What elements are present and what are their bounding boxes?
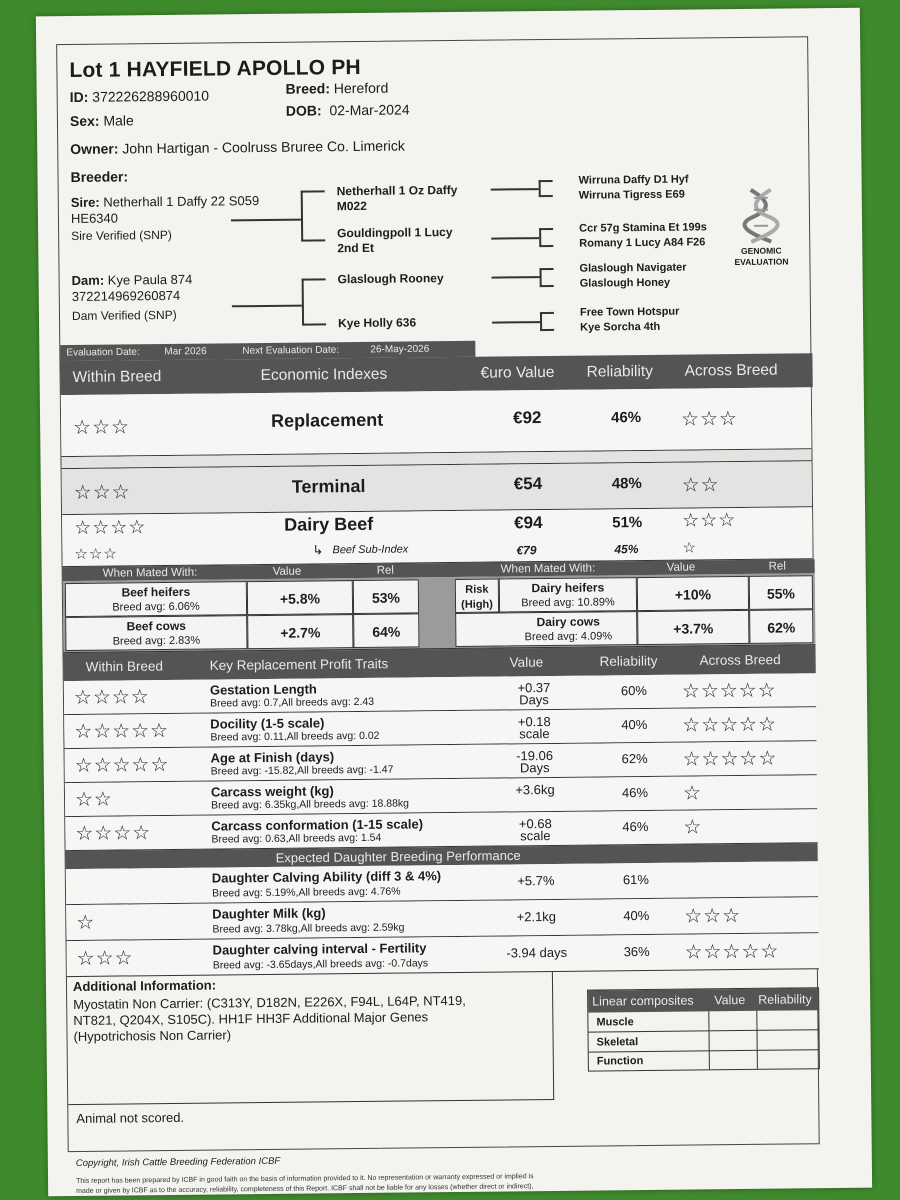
linear-composites-table (587, 987, 820, 1071)
animal-title: Lot 1 HAYFIELD APOLLO PH (69, 55, 361, 82)
traits-h-within: Within Breed (85, 658, 164, 675)
breed (286, 80, 389, 97)
terminal-rel: 48% (611, 475, 642, 493)
sd-bracket-bottom (539, 245, 553, 247)
trait-unit: scale (519, 726, 550, 742)
sire-connector (231, 219, 301, 221)
dam-name: Kye Paula 874 (107, 271, 193, 288)
trait-value: +0.68 (518, 815, 552, 832)
muscle-label: Muscle (596, 1016, 634, 1029)
trait-within-stars: ☆☆☆☆ (75, 820, 152, 845)
ss-bracket-top (539, 180, 553, 182)
owner-label: Owner: (70, 140, 119, 157)
linear-row-muscle (588, 1010, 818, 1032)
trait-name: Daughter Milk (kg) (212, 905, 326, 922)
dairy-heifers-value-cell (637, 576, 749, 611)
trait-avg: Breed avg: 3.78kg,All breeds avg: 2.59kg (212, 921, 405, 936)
dob-label: DOB: (285, 102, 322, 119)
econ-h-rel: Reliability (586, 362, 654, 381)
linear-row-skeletal (589, 1030, 819, 1052)
sire-sire-name: Netherhall 1 Oz Daffy (336, 182, 458, 199)
econ-h-index: Economic Indexes (260, 365, 388, 385)
sd-bracket (539, 228, 541, 246)
dairy-heifers-rel: 55% (766, 585, 796, 602)
dairy-beef-rel: 51% (612, 514, 643, 532)
sire-verified: Sire Verified (SNP) (71, 227, 172, 243)
trait-value: +0.37 (517, 679, 551, 696)
mated-h-left-rel: Rel (376, 564, 394, 577)
sire-bracket-top (301, 190, 325, 192)
trait-unit: Days (519, 760, 550, 776)
trait-reliability: 60% (620, 682, 648, 699)
terminal-value: €54 (513, 474, 543, 494)
sd-bracket-top (539, 228, 553, 230)
additional-text: Myostatin Non Carrier: (C313Y, D182N, E226X, F94L, L64P, NT419, NT821, Q204X, S105C). HH1F HH3F Additional Major Genes (Hypotrichosis Non Carrier) (73, 992, 466, 1045)
dairy-beef-name: Dairy Beef (284, 513, 374, 535)
beef-heifers-name: Beef heifers (121, 584, 191, 600)
trait-name: Gestation Length (209, 681, 317, 698)
traits-h-value: Value (509, 654, 544, 670)
copyright: Copyright, Irish Cattle Breeding Federation ICBF (75, 1155, 281, 1169)
trait-avg: Breed avg: 5.19%,All breeds avg: 4.76% (211, 885, 401, 900)
trait-name: Docility (1-5 scale) (210, 715, 325, 732)
trait-name: Daughter calving interval - Fertility (212, 940, 427, 958)
econ-h-value: €uro Value (480, 363, 555, 382)
ss-sire: Wirruna Daffy D1 Hyf (578, 173, 689, 187)
trait-value: +2.1kg (516, 908, 557, 925)
sire-name: Netherhall 1 Daffy 22 S059 (103, 193, 260, 210)
beef-cows-name: Beef cows (126, 618, 186, 634)
sire-dam-code: 2nd Et (337, 240, 375, 256)
dd-bracket (540, 312, 542, 330)
dairy-heifers-avg: Breed avg: 10.89% (521, 596, 615, 610)
trait-value: +5.7% (517, 872, 555, 889)
sub-across-stars: ☆ (682, 538, 697, 557)
sex-label: Sex: (69, 112, 100, 129)
econ-h-within: Within Breed (72, 368, 162, 386)
trait-unit: scale (520, 828, 551, 844)
trait-name: Carcass weight (kg) (210, 783, 334, 800)
dob (286, 101, 410, 118)
trait-name: Carcass conformation (1-15 scale) (211, 816, 424, 834)
risk-cell (455, 579, 499, 613)
ss-bracket-bottom (539, 195, 553, 197)
dairy-beef-across-stars: ☆☆☆ (682, 509, 737, 532)
traits-h-across: Across Breed (699, 652, 781, 668)
sire-code: HE6340 (70, 210, 119, 226)
trait-across-stars: ☆☆☆☆☆ (684, 938, 780, 964)
trait-reliability: 62% (621, 750, 648, 767)
sire-bracket (301, 191, 303, 241)
breed-value: Hereford (333, 79, 389, 97)
trait-value: +3.6kg (515, 781, 555, 798)
sex (70, 112, 134, 129)
sire-dam (337, 225, 453, 256)
trait-avg: Breed avg: 0.11,All breeds avg: 0.02 (210, 729, 380, 744)
mated-h-right-rel: Rel (768, 560, 786, 573)
sd-dam: Romany 1 Lucy A84 F26 (579, 236, 706, 250)
dam-label: Dam: (71, 272, 105, 288)
replacement-name: Replacement (270, 409, 384, 431)
beef-heifers-value: +5.8% (279, 590, 321, 607)
trait-avg: Breed avg: 0.7,All breeds avg: 2.43 (209, 695, 375, 710)
beef-heifers-avg: Breed avg: 6.06% (112, 600, 200, 614)
trait-within-stars: ☆☆☆☆ (73, 684, 150, 709)
breed-label: Breed: (285, 80, 331, 97)
trait-avg: Breed avg: 6.35kg,All breeds avg: 18.88kg (211, 797, 410, 812)
dairy-beef-within-stars: ☆☆☆☆ (74, 516, 147, 539)
dairy-heifers-rel-cell (749, 575, 813, 610)
ds-bracket (540, 268, 542, 286)
terminal-across-stars: ☆☆ (681, 472, 720, 497)
trait-within-stars: ☆ (76, 909, 96, 934)
ds-bracket-top (540, 268, 554, 270)
trait-value: -3.94 days (506, 944, 568, 961)
trait-avg: Breed avg: 0.63,All breeds avg: 1.54 (211, 831, 382, 846)
traits-h-rel: Reliability (599, 653, 658, 669)
sd-sire: Ccr 57g Stamina Et 199s (579, 221, 707, 235)
dob-value: 02-Mar-2024 (329, 101, 410, 119)
next-eval-value: 26-May-2026 (370, 343, 430, 356)
trait-across-stars: ☆ (682, 780, 703, 805)
sd-parents (579, 220, 707, 251)
linear-row-function (589, 1050, 819, 1070)
dairy-cows-rel: 62% (767, 619, 796, 636)
beef-cows-cell (65, 615, 247, 651)
trait-across-stars: ☆☆☆ (684, 903, 742, 928)
risk-label: Risk (465, 583, 489, 596)
trait-name: Age at Finish (days) (210, 749, 335, 766)
traits-h-name: Key Replacement Profit Traits (209, 656, 389, 674)
trait-avg: Breed avg: -3.65days,All breeds avg: -0.7days (212, 957, 429, 972)
dd-sire: Free Town Hotspur (579, 305, 680, 319)
sub-value: €79 (516, 543, 537, 558)
beef-heifers-cell (65, 581, 247, 617)
linear-h-rel: Reliability (758, 992, 812, 1007)
sub-within-stars: ☆☆☆ (74, 544, 118, 563)
trait-reliability: 36% (623, 943, 650, 960)
disclaimer-line-2: made or given by ICBF as to the accuracy, reliability, completeness of this Report. ICBF shall not be liable for any losses (whether direct or indirect), (76, 1183, 534, 1195)
ds-sire: Glaslough Navigater (579, 261, 687, 275)
mated-h-right: When Mated With: (500, 562, 596, 576)
ss-parents (579, 173, 689, 204)
sub-arrow-icon: ↳ (312, 542, 324, 558)
sire-bracket-bottom (301, 239, 325, 241)
dd-parents (580, 305, 680, 336)
mated-h-right-value: Value (666, 561, 696, 574)
linear-header (588, 988, 818, 1012)
beef-cows-avg: Breed avg: 2.83% (112, 634, 201, 648)
id-label: ID: (69, 88, 89, 105)
function-label: Function (596, 1055, 644, 1068)
dairy-heifers-cell (499, 577, 637, 612)
trait-across-stars: ☆ (683, 814, 703, 839)
ds-dam: Glaslough Honey (579, 276, 671, 290)
dd-bracket-bottom (540, 329, 554, 331)
mated-h-left: When Mated With: (102, 566, 198, 580)
sd-connector (491, 237, 539, 239)
beef-heifers-value-cell (247, 580, 353, 615)
replacement-rel: 46% (610, 409, 642, 427)
report-sheet (36, 8, 872, 1197)
linear-h-value: Value (714, 992, 746, 1008)
trait-across-stars: ☆☆☆☆☆ (682, 745, 778, 771)
replacement-across-stars: ☆☆☆ (680, 406, 739, 431)
risk-level: (High) (461, 598, 493, 611)
sire-sire (337, 183, 458, 214)
econ-h-across: Across Breed (684, 361, 778, 380)
dairy-beef-value: €94 (514, 513, 543, 533)
dairy-heifers-value: +10% (674, 586, 712, 603)
dairy-cows-value: +3.7% (673, 620, 714, 637)
genomic-label: GENOMIC EVALUATION (734, 245, 789, 268)
breeder-label: Breeder: (70, 168, 129, 185)
traits-table (64, 673, 818, 851)
animal-not-scored: Animal not scored. (76, 1109, 185, 1126)
dairy-cows-rel-cell (749, 609, 813, 644)
trait-within-stars: ☆☆☆☆☆ (74, 751, 170, 777)
dairy-heifers-name: Dairy heifers (531, 580, 605, 596)
disclaimer-line-1: This report has been prepared by ICBF in good faith on the basis of information provided to it. No representation or warranty expressed or implied is (76, 1173, 534, 1185)
beef-cows-value-cell (247, 614, 353, 649)
ss-dam: Wirruna Tigress E69 (578, 188, 685, 202)
ds-parents (579, 261, 686, 292)
trait-reliability: 46% (622, 818, 649, 835)
replacement-within-stars: ☆☆☆ (73, 414, 131, 439)
dam-sire: Glaslough Rooney (337, 271, 444, 287)
dam (72, 272, 193, 288)
beef-cows-value: +2.7% (280, 624, 321, 641)
additional-info-box (67, 972, 554, 1105)
trait-value: +0.18 (517, 713, 551, 730)
econ-row-terminal (62, 461, 812, 515)
ss-connector (491, 188, 539, 190)
replacement-value: €92 (512, 408, 542, 428)
beef-heifers-rel: 53% (371, 589, 401, 606)
dd-connector (492, 321, 540, 323)
sub-name: Beef Sub-Index (332, 543, 409, 557)
ds-connector (492, 276, 540, 278)
dam-dam: Kye Holly 636 (338, 315, 417, 331)
sex-value: Male (103, 112, 134, 129)
econ-row-replacement (61, 387, 812, 457)
dairy-cows-cell (455, 611, 637, 647)
sire-sire-code: M022 (336, 198, 367, 214)
sub-rel: 45% (614, 542, 639, 557)
trait-within-stars: ☆☆☆☆☆ (74, 717, 170, 743)
sire (71, 193, 260, 210)
linear-h-name: Linear composites (592, 993, 694, 1009)
trait-within-stars: ☆☆☆ (76, 945, 134, 970)
next-eval-label: Next Evaluation Date: (242, 344, 340, 357)
dairy-cows-avg: Breed avg: 4.09% (524, 630, 613, 644)
owner (70, 137, 405, 157)
skeletal-label: Skeletal (596, 1036, 639, 1049)
dd-dam: Kye Sorcha 4th (580, 320, 661, 334)
trait-across-stars: ☆☆☆☆☆ (681, 677, 777, 703)
eval-date-label: Evaluation Date: (66, 346, 140, 359)
additional-title: Additional Information: (72, 977, 217, 995)
owner-value: John Hartigan - Coolruss Bruree Co. Limerick (122, 137, 405, 157)
trait-reliability: 40% (623, 907, 650, 924)
trait-unit: Days (519, 692, 549, 708)
beef-cows-rel-cell (353, 613, 419, 648)
mated-h-left-value: Value (272, 565, 302, 578)
trait-name: Daughter Calving Ability (diff 3 & 4%) (211, 868, 442, 886)
trait-reliability: 61% (622, 871, 650, 888)
trait-reliability: 40% (621, 716, 648, 733)
eval-date-value: Mar 2026 (164, 346, 207, 358)
ss-bracket (539, 180, 541, 196)
daughter-table (66, 861, 819, 977)
dam-bracket (302, 279, 304, 325)
dam-verified: Dam Verified (SNP) (71, 307, 177, 323)
dairy-cows-value-cell (637, 610, 749, 645)
trait-within-stars: ☆☆ (74, 786, 114, 811)
dna-icon (741, 188, 782, 244)
trait-row (67, 933, 819, 977)
trait-reliability: 46% (621, 784, 649, 801)
trait-avg: Breed avg: -15.82,All breeds avg: -1.47 (210, 763, 394, 778)
ds-bracket-bottom (540, 285, 554, 287)
dairy-cows-name: Dairy cows (536, 614, 600, 630)
id-value: 372226288960010 (92, 87, 210, 105)
beef-heifers-rel-cell (353, 579, 419, 614)
beef-cows-rel: 64% (372, 623, 401, 640)
trait-value: -19.06 (516, 747, 554, 764)
trait-across-stars: ☆☆☆☆☆ (682, 711, 778, 737)
sire-label: Sire: (70, 194, 100, 210)
terminal-name: Terminal (291, 475, 366, 497)
report-frame (56, 36, 820, 1152)
dam-bracket-bottom (302, 323, 326, 325)
daughter-header-label: Expected Daughter Breeding Performance (275, 847, 521, 866)
dam-connector (232, 305, 302, 307)
animal-id (70, 88, 210, 105)
terminal-within-stars: ☆☆☆ (73, 479, 131, 504)
dam-bracket-top (302, 278, 326, 280)
sire-dam-name: Gouldingpoll 1 Lucy (337, 224, 453, 241)
dd-bracket-top (540, 312, 554, 314)
econ-row-dairy-beef (62, 507, 813, 567)
dam-code: 372214969260874 (71, 287, 181, 304)
